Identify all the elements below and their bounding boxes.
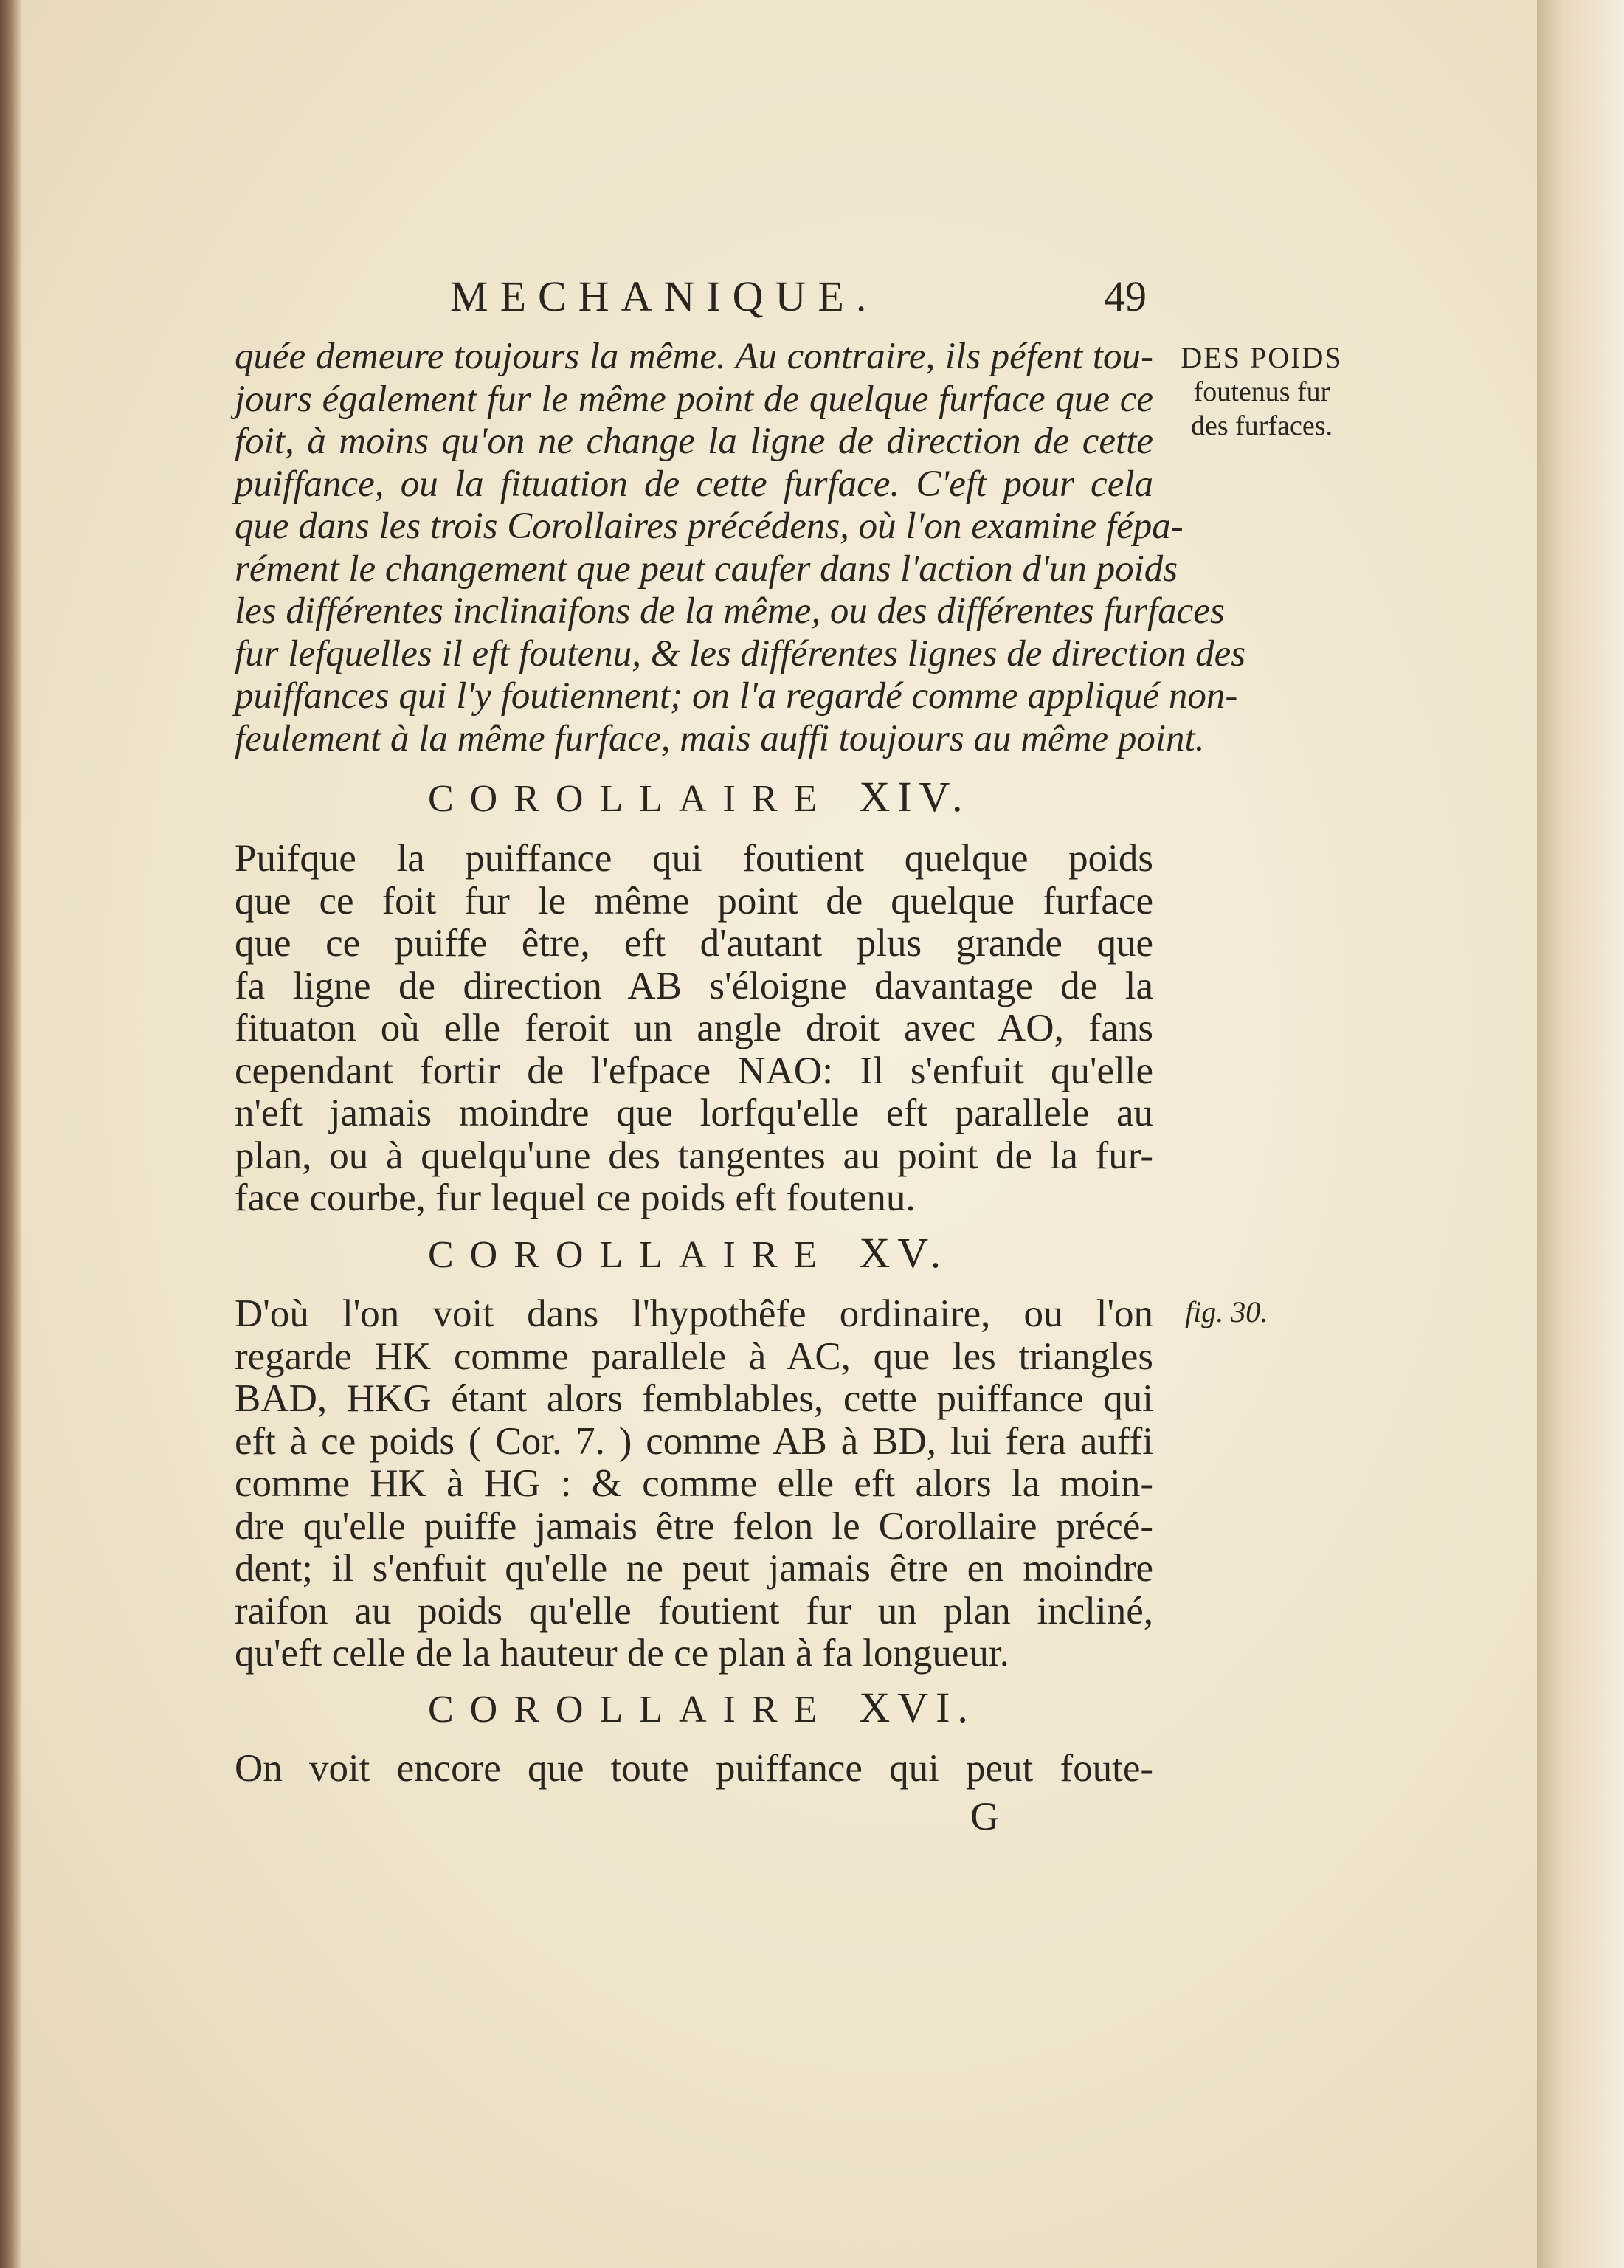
text-line: cependant fortir de l'efpace NAO: Il s'enfuit qu'elle: [235, 1049, 1153, 1092]
text-line: Puifque la puiffance qui foutient quelque poids: [235, 837, 1153, 880]
text-line: feulement à la même furface, mais auffi toujours au même point.: [235, 717, 1205, 759]
text-line: dent; il s'enfuit qu'elle ne peut jamais être en moindre: [235, 1547, 1153, 1590]
text-line: puiffances qui l'y foutiennent; on l'a regardé comme appliqué non-: [235, 675, 1238, 717]
running-head: MECHANIQUE.: [450, 272, 879, 320]
corollary-14-text: [235, 838, 1153, 1220]
text-line: fur lefquelles il eft foutenu, & les différentes lignes de direction des: [235, 633, 1246, 675]
heading-label: COROLLAIRE: [428, 1689, 834, 1731]
text-line: que ce puiffe être, eft d'autant plus grande que: [235, 922, 1153, 965]
heading-label: COROLLAIRE: [428, 778, 834, 820]
margin-note-top: [1181, 341, 1343, 443]
figure-reference: fig. 30.: [1185, 1295, 1268, 1328]
text-line: regarde HK comme parallele à AC, que les triangles: [235, 1334, 1153, 1378]
text-line: rément le changement que peut caufer dans l'action d'un poids: [235, 548, 1178, 590]
text-line: face courbe, fur lequel ce poids eft foutenu.: [235, 1176, 916, 1219]
text-line: comme HK à HG : & comme elle eft alors la moin-: [235, 1462, 1153, 1505]
corollary-15-text: [235, 1293, 1153, 1675]
text-line: eft à ce poids ( Cor. 7. ) comme AB à BD, lui fera auffi: [235, 1419, 1153, 1463]
heading-number: XIV.: [859, 773, 970, 821]
text-line: raifon au poids qu'elle foutient fur un plan incliné,: [235, 1589, 1153, 1633]
text-line: foit, à moins qu'on ne change la ligne de direction de cette: [235, 421, 1153, 462]
text-line: dre qu'elle puiffe jamais être felon le Corollaire précé-: [235, 1504, 1153, 1548]
text-line: puiffance, ou la fituation de cette furface. C'eft pour cela: [235, 463, 1153, 505]
text-line: quée demeure toujours la même. Au contraire, ils péfent tou-: [235, 336, 1153, 377]
text-line: fa ligne de direction AB s'éloigne davantage de la: [235, 964, 1153, 1007]
text-line: On voit encore que toute puiffance qui peut foute-: [235, 1747, 1153, 1790]
text-line: BAD, HKG étant alors femblables, cette puiffance qui: [235, 1377, 1153, 1420]
heading-label: COROLLAIRE: [428, 1234, 834, 1276]
text-line: jours également fur le même point de quelque furface que ce: [235, 378, 1153, 420]
margin-note-line: des furfaces.: [1190, 410, 1333, 441]
page-edge: [1537, 0, 1624, 2268]
italic-paragraph: [235, 336, 1246, 760]
binding-edge: [0, 0, 21, 2268]
text-line: n'eft jamais moindre que lorfqu'elle eft parallele au: [235, 1092, 1153, 1134]
corollary-14-heading: [428, 772, 970, 821]
text-line: plan, ou à quelqu'une des tangentes au point de la fur-: [235, 1134, 1153, 1177]
text-line: les différentes inclinaifons de la même, ou des différentes furfaces: [235, 590, 1225, 632]
heading-number: XV.: [859, 1229, 949, 1277]
signature-mark: G: [970, 1794, 999, 1838]
margin-note-line: foutenus fur: [1193, 376, 1330, 407]
corollary-16-heading: [428, 1683, 975, 1732]
text-line: que dans les trois Corollaires précédens, où l'on examine fépa-: [235, 506, 1184, 547]
text-line: que ce foit fur le même point de quelque furface: [235, 879, 1153, 923]
page-number: 49: [1104, 272, 1147, 320]
margin-note-line: DES POIDS: [1181, 341, 1343, 374]
text-line: qu'eft celle de la hauteur de ce plan à fa longueur.: [235, 1632, 1009, 1675]
corollary-16-text: [235, 1748, 1153, 1790]
text-line: D'où l'on voit dans l'hypothêfe ordinaire, ou l'on: [235, 1292, 1153, 1335]
corollary-15-heading: [428, 1228, 948, 1278]
heading-number: XVI.: [859, 1683, 975, 1731]
text-line: fituaton où elle feroit un angle droit avec AO, fans: [235, 1007, 1153, 1049]
